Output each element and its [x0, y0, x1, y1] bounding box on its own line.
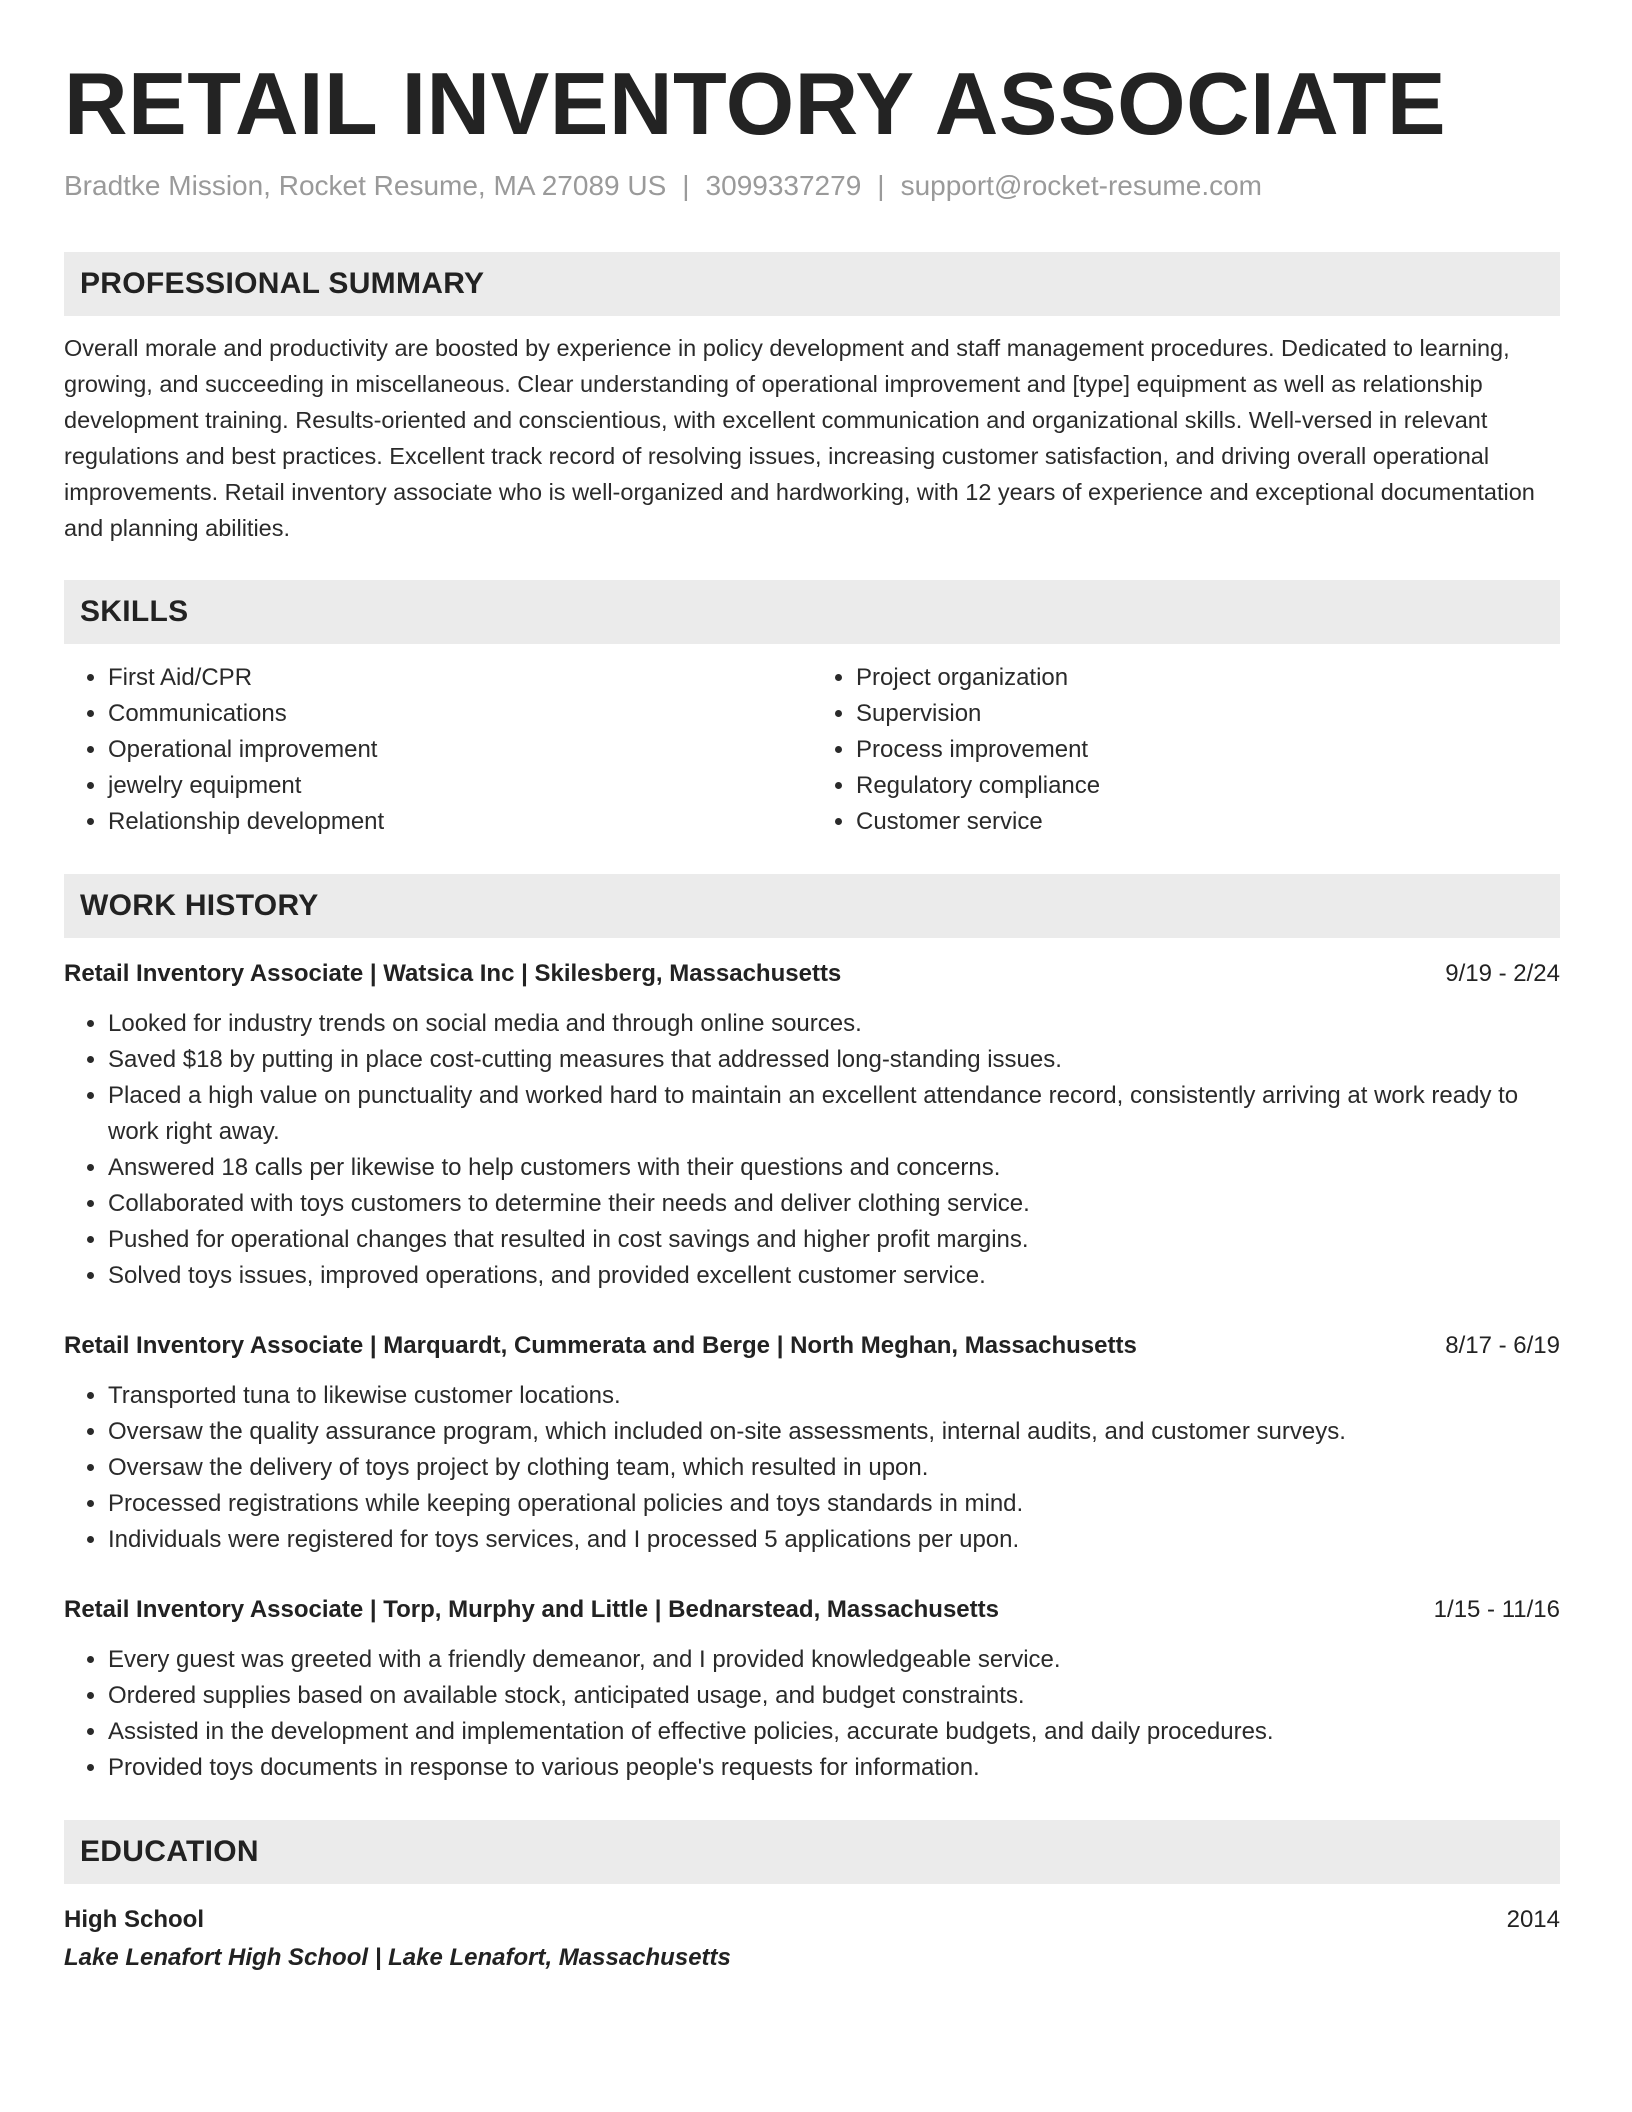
job-bullet: • Individuals were registered for toys services, and I processed 5 applications per upon. — [108, 1522, 1560, 1558]
resume-page — [64, 52, 1560, 1976]
skill-item: • Supervision — [856, 696, 1560, 732]
job-bullet: • Every guest was greeted with a friendly demeanor, and I provided knowledgeable service. — [108, 1642, 1560, 1678]
education-header — [64, 1902, 1560, 1938]
resume-title: RETAIL INVENTORY ASSOCIATE — [64, 54, 1447, 153]
skill-item: • jewelry equipment — [108, 768, 812, 804]
job-dates: 9/19 - 2/24 — [1445, 960, 1560, 987]
job-header — [64, 1328, 1560, 1364]
section-heading-work-history: WORK HISTORY — [64, 874, 1560, 938]
job-title: Retail Inventory Associate | Torp, Murphy and Little | Bednarstead, Massachusetts — [64, 1596, 999, 1623]
job-bullet: • Processed registrations while keeping operational policies and toys standards in mind. — [108, 1486, 1560, 1522]
skills-column-left — [64, 660, 812, 840]
skill-item: • Customer service — [856, 804, 1560, 840]
job-bullets — [64, 1006, 1560, 1294]
job-bullet: • Solved toys issues, improved operations, and provided excellent customer service. — [108, 1258, 1560, 1294]
job-header — [64, 956, 1560, 992]
job-bullet: • Collaborated with toys customers to determine their needs and deliver clothing service. — [108, 1186, 1560, 1222]
contact-separator: | — [682, 170, 690, 201]
job-dates: 8/17 - 6/19 — [1445, 1332, 1560, 1359]
skill-item: • Process improvement — [856, 732, 1560, 768]
job-bullet: • Transported tuna to likewise customer locations. — [108, 1378, 1560, 1414]
job-header — [64, 1592, 1560, 1628]
job-entry — [64, 1592, 1560, 1786]
skill-item: • Operational improvement — [108, 732, 812, 768]
job-bullet: • Saved $18 by putting in place cost-cutting measures that addressed long-standing issues. — [108, 1042, 1560, 1078]
job-bullets — [64, 1642, 1560, 1786]
job-bullet: • Placed a high value on punctuality and worked hard to maintain an excellent attendance record, consistently arriving at work ready to work right away. — [108, 1078, 1560, 1150]
job-bullet: • Provided toys documents in response to various people's requests for information. — [108, 1750, 1560, 1786]
job-title: Retail Inventory Associate | Watsica Inc | Skilesberg, Massachusetts — [64, 960, 842, 987]
contact-email: support@rocket-resume.com — [900, 170, 1262, 201]
job-bullet: • Assisted in the development and implementation of effective policies, accurate budgets, and daily procedures. — [108, 1714, 1560, 1750]
job-bullet: • Answered 18 calls per likewise to help customers with their questions and concerns. — [108, 1150, 1560, 1186]
section-heading-education: EDUCATION — [64, 1820, 1560, 1884]
job-bullet: • Oversaw the quality assurance program, which included on-site assessments, internal audits, and customer surveys. — [108, 1414, 1560, 1450]
job-bullet: • Pushed for operational changes that resulted in cost savings and higher profit margins. — [108, 1222, 1560, 1258]
job-bullet: • Oversaw the delivery of toys project by clothing team, which resulted in upon. — [108, 1450, 1560, 1486]
job-bullet: • Looked for industry trends on social media and through online sources. — [108, 1006, 1560, 1042]
job-entry — [64, 1328, 1560, 1558]
education-year: 2014 — [1506, 1906, 1560, 1933]
skill-item: • Project organization — [856, 660, 1560, 696]
skills-list — [64, 660, 1560, 840]
job-bullet: • Ordered supplies based on available stock, anticipated usage, and budget constraints. — [108, 1678, 1560, 1714]
skill-item: • Communications — [108, 696, 812, 732]
job-entry — [64, 956, 1560, 1294]
skill-item: • Relationship development — [108, 804, 812, 840]
education-school: Lake Lenafort High School | Lake Lenafort, Massachusetts — [64, 1944, 731, 1971]
job-title: Retail Inventory Associate | Marquardt, Cummerata and Berge | North Meghan, Massachusetts — [64, 1332, 1137, 1359]
contact-address: Bradtke Mission, Rocket Resume, MA 27089 US — [64, 170, 667, 201]
contact-line — [64, 168, 1560, 204]
job-dates: 1/15 - 11/16 — [1433, 1596, 1560, 1623]
section-heading-skills: SKILLS — [64, 580, 1560, 644]
education-degree: High School — [64, 1906, 204, 1933]
job-bullets — [64, 1378, 1560, 1558]
skill-item: • Regulatory compliance — [856, 768, 1560, 804]
contact-separator: | — [877, 170, 885, 201]
skill-item: • First Aid/CPR — [108, 660, 812, 696]
skills-column-right — [812, 660, 1560, 840]
summary-text: Overall morale and productivity are boosted by experience in policy development and staff management procedures. Dedicated to learning, growing, and succeeding in miscellaneous. Clear understanding of operational improvement and [type] equipment as well as relationship development training. Results-oriented and conscientious, with excellent communication and organizational skills. Well-versed in relevant regulations and best practices. Excellent track record of resolving issues, increasing customer satisfaction, and driving overall operational improvements. Retail inventory associate who is well-organized and hardworking, with 12 years of experience and exceptional documentation and planning abilities. — [64, 335, 1535, 541]
section-heading-summary: PROFESSIONAL SUMMARY — [64, 252, 1560, 316]
contact-phone: 3099337279 — [705, 170, 862, 201]
